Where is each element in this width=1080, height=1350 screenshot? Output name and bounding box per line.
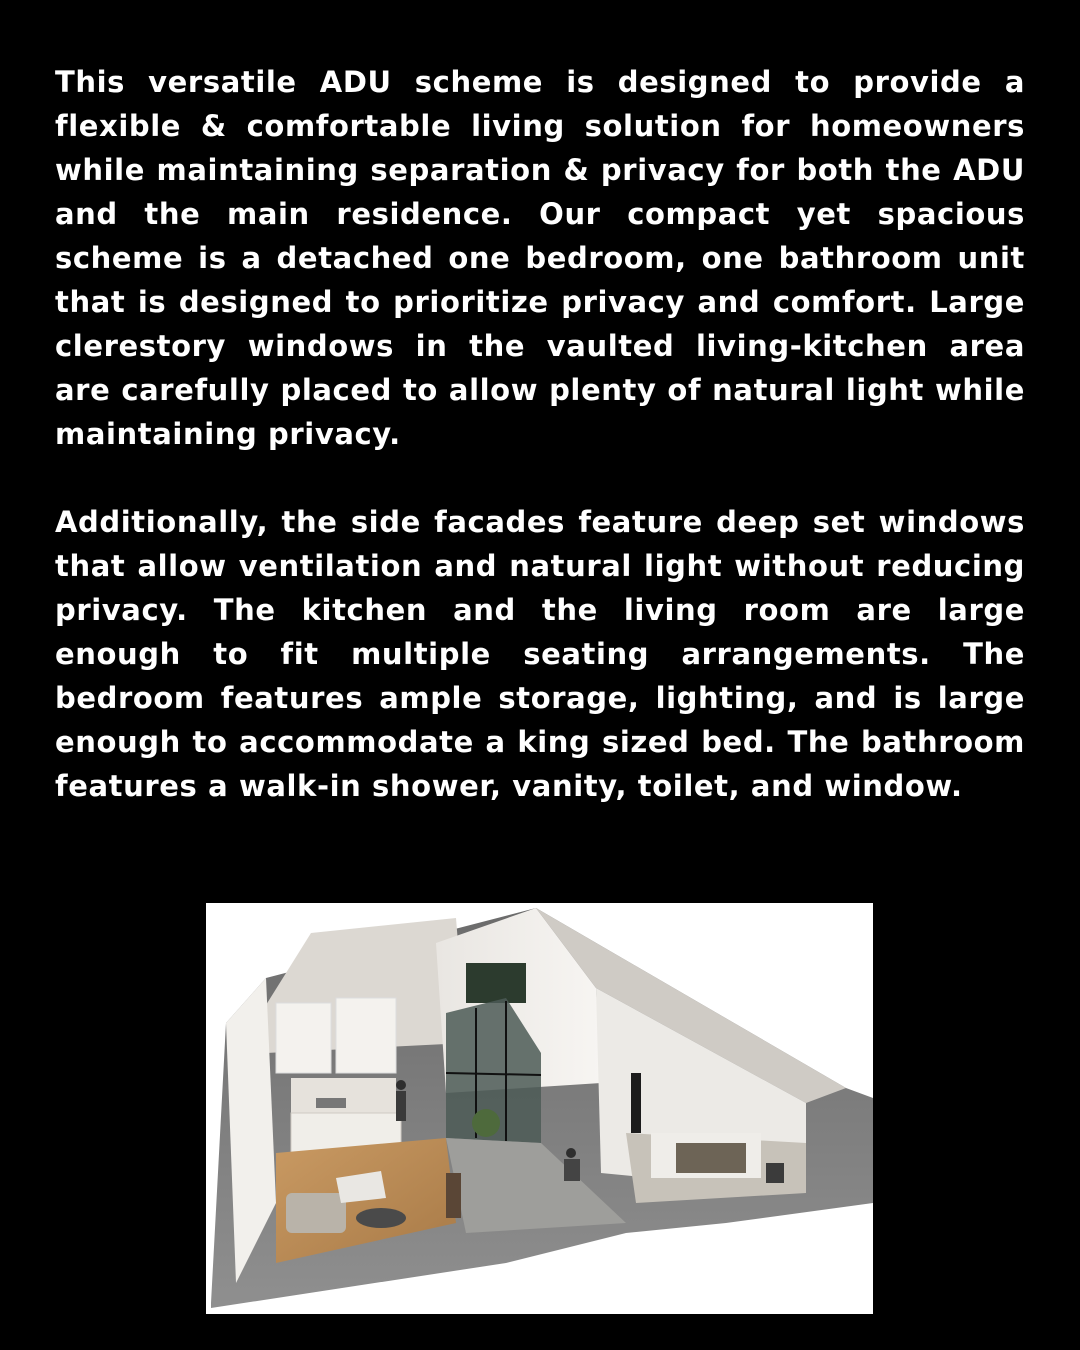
description-paragraph-2: Additionally, the side facades feature deep set windows that allow ventilation and natural light without reducing privacy. The kitchen and the living room are large enough to fit multiple seating arrangements. The bedroom features ample storage, lighting, and is large enough to accommodate a king sized bed. The bathroom features a walk-in shower, vanity, toilet, and window.	[55, 505, 1025, 803]
adu-cutaway-render	[206, 903, 873, 1314]
description-paragraph-1: This versatile ADU scheme is designed to provide a flexible & comfortable living solution for homeowners while maintaining separation & privacy for both the ADU and the main residence. Our compact yet spacious scheme is a detached one bedroom, one bathroom unit that is designed to prioritize privacy and comfort. Large clerestory windows in the vaulted living-kitchen area are carefully placed to allow plenty of natural light while maintaining privacy.	[55, 65, 1025, 451]
bedroom-window	[631, 1073, 641, 1133]
